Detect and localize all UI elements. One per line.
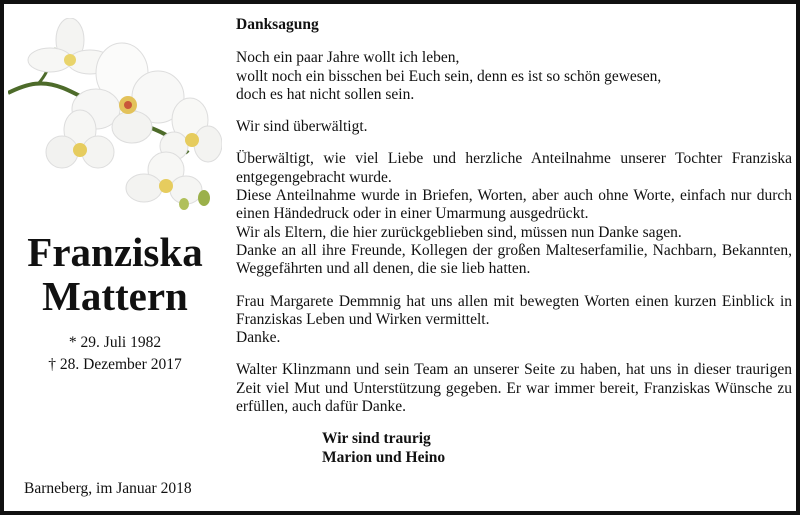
orchid-icon: [8, 18, 222, 213]
birth-date: * 29. Juli 1982: [68, 334, 162, 351]
poem-line: doch es hat nicht sollen sein.: [236, 85, 415, 103]
name-last: Mattern: [42, 273, 188, 319]
signature-line-2: Marion und Heino: [322, 448, 446, 466]
paragraph-overwhelmed: Wir sind überwältigt.: [236, 118, 368, 136]
poem-line: Noch ein paar Jahre wollt ich leben,: [236, 49, 460, 67]
name-first: Franziska: [27, 229, 203, 275]
signature: [322, 430, 792, 467]
death-date: † 28. Dezember 2017: [48, 356, 182, 373]
right-column: [236, 16, 792, 467]
poem-line: wollt noch ein bisschen bei Euch sein, denn es ist so schön gewesen,: [236, 67, 662, 85]
heading: Danksagung: [236, 16, 319, 33]
left-column: [8, 8, 222, 515]
signature-line-1: Wir sind traurig: [322, 430, 431, 448]
place-date: Barneberg, im Januar 2018: [24, 480, 192, 497]
paragraph-line: Diese Anteilnahme wurde in Briefen, Worten, aber auch ohne Worte, einfach nur durch einen Händedruck oder in einer Umarmung ausgedrückt.: [236, 187, 792, 223]
poem: [236, 49, 792, 104]
paragraph-demmnig: [236, 293, 792, 348]
paragraph-line: Danke an all ihre Freunde, Kollegen der großen Malteserfamilie, Nachbarn, Bekannten, Weggefährten und all denen, die sie lieb hatten.: [236, 241, 792, 278]
paragraph-klinzmann: Walter Klinzmann und sein Team an unserer Seite zu haben, hat uns in dieser traurigen Zeit viel Mut und Unterstützung gegeben. Er war immer bereit, Franziskas Wünsche zu erfüllen, auch dafür Danke.: [236, 361, 792, 416]
paragraph-line: Überwältigt, wie viel Liebe und herzliche Anteilnahme unserer Tochter Franziska entgegengebracht wurde.: [236, 150, 792, 186]
paragraph-line: Frau Margarete Demmnig hat uns allen mit bewegten Worten einen kurzen Einblick in Franziskas Leben und Wirken vermittelt.: [236, 292, 792, 328]
paragraph-thanks: [236, 150, 792, 278]
paragraph-line: Wir als Eltern, die hier zurückgeblieben sind, müssen nun Danke sagen.: [236, 223, 682, 241]
paragraph-line: Danke.: [236, 329, 281, 347]
